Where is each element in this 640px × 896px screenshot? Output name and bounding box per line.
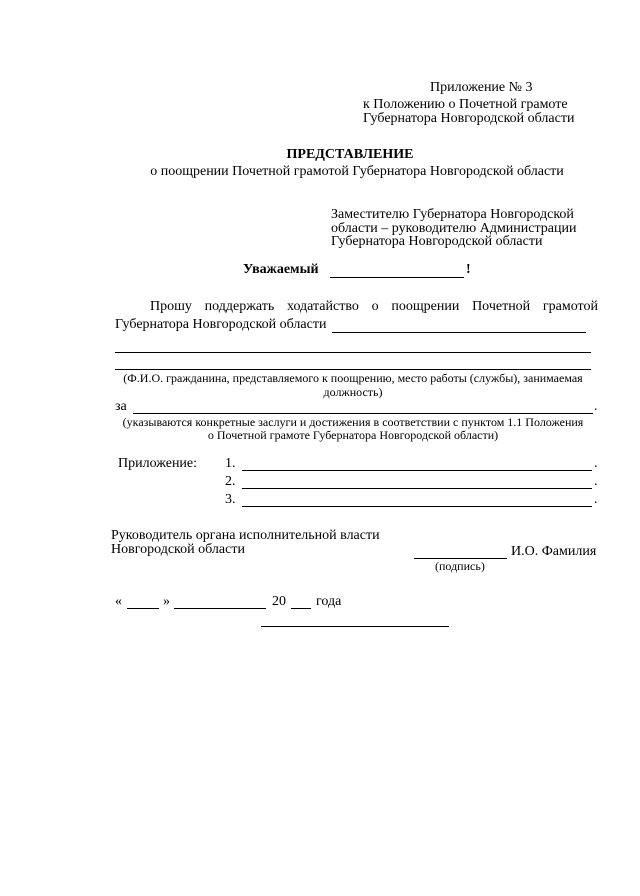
signer-role-line-2: Новгородской области [111, 542, 245, 557]
appendix-number: Приложение № 3 [430, 80, 533, 95]
merits-prefix: за [115, 399, 127, 414]
document-subtitle: о поощрении Почетной грамотой Губернатора Новгородской области [150, 164, 564, 179]
document-title: ПРЕДСТАВЛЕНИЕ [286, 147, 414, 162]
addressee-line-2: области – руководителю Администрации [331, 221, 577, 236]
attachment-number-1: 1. [225, 456, 236, 471]
request-paragraph-line-1: Прошу поддержать ходатайство о поощрении Почетной грамотой [150, 299, 598, 314]
signer-name: И.О. Фамилия [511, 544, 597, 559]
request-paragraph-line-2: Губернатора Новгородской области [115, 317, 327, 332]
nominee-hint-line-1: (Ф.И.О. гражданина, представляемого к поощрению, место работы (службы), занимаемая [123, 371, 583, 385]
attachment-number-3: 3. [225, 492, 236, 507]
attachment-end-3: . [594, 492, 598, 507]
greeting-word: Уважаемый [243, 262, 319, 277]
appendix-line-2: Губернатора Новгородской области [363, 111, 575, 126]
date-quote-close: » [163, 594, 170, 609]
greeting-name-line[interactable] [330, 277, 464, 278]
signature-caption: (подпись) [435, 559, 485, 573]
date-day-line[interactable] [127, 608, 159, 609]
date-year-line[interactable] [291, 608, 311, 609]
signer-role-line-1: Руководитель органа исполнительной власти [111, 528, 380, 543]
date-month-line[interactable] [174, 608, 266, 609]
addressee-line-3: Губернатора Новгородской области [331, 234, 543, 249]
attachment-line-2[interactable] [242, 488, 592, 489]
nominee-line-1[interactable] [332, 332, 586, 333]
nominee-hint-line-2: должность) [323, 385, 383, 399]
date-suffix: года [316, 594, 342, 609]
date-quote-open: « [115, 594, 122, 609]
attachment-number-2: 2. [225, 474, 236, 489]
appendix-line-1: к Положению о Почетной грамоте [363, 97, 568, 112]
nominee-line-3[interactable] [115, 369, 591, 370]
merits-period: . [594, 399, 598, 414]
attachment-line-1[interactable] [242, 470, 592, 471]
merits-hint-line-1: (указываются конкретные заслуги и достижения в соответствии с пунктом 1.1 Положения [122, 415, 584, 429]
closing-separator-line [261, 626, 449, 627]
nominee-line-2[interactable] [115, 352, 591, 353]
attachment-end-2: . [594, 474, 598, 489]
merits-line[interactable] [133, 413, 593, 414]
addressee-line-1: Заместителю Губернатора Новгородской [331, 207, 574, 222]
attachment-line-3[interactable] [242, 506, 592, 507]
attachments-label: Приложение: [118, 456, 198, 471]
date-century: 20 [272, 594, 286, 609]
attachment-end-1: . [594, 456, 598, 471]
greeting-exclamation: ! [466, 262, 471, 277]
merits-hint-line-2: о Почетной грамоте Губернатора Новгородской области) [207, 428, 499, 442]
